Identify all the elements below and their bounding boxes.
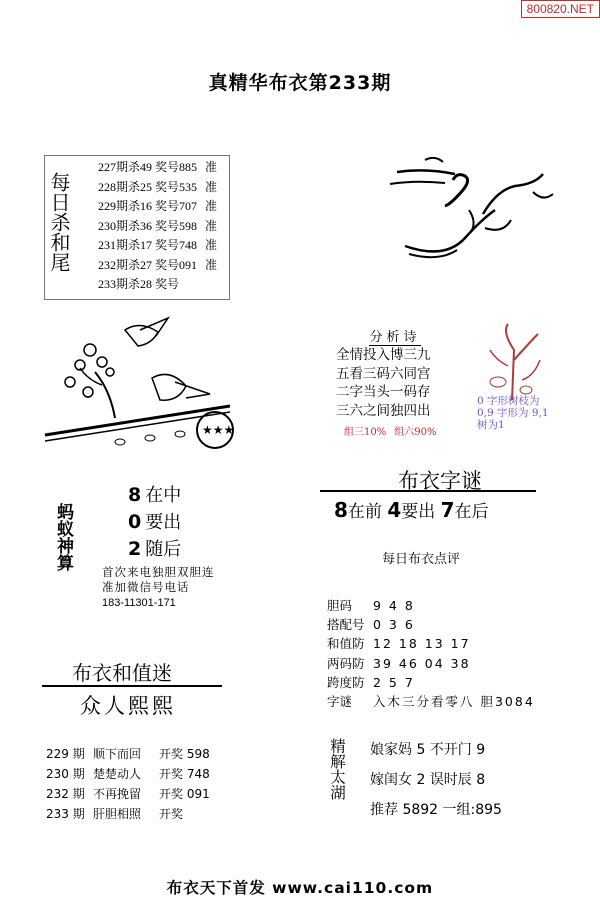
hezhi-row: 232 期 不再挽留 开奖 091	[46, 787, 210, 801]
divider	[42, 685, 222, 687]
sha-weihe-row: 228期杀25 奖号535 准	[98, 179, 218, 194]
hezhi-subtitle: 众人熙熙	[80, 694, 176, 718]
mayi-notice: 首次来电独胆双胆连 准加微信号电话	[102, 565, 215, 594]
sha-weihe-row: 229期杀16 奖号707 准	[98, 199, 218, 213]
mayi-phone: 183-11301-171	[102, 597, 176, 609]
hezhi-row: 229 期 顺下而回 开奖 598	[46, 747, 210, 761]
daily-row: 两码防 39 46 04 38	[327, 655, 471, 671]
daily-title: 每日布衣点评	[382, 552, 461, 567]
mayi-line: 8 在中	[128, 484, 182, 506]
mayi-line: 2 随后	[128, 538, 182, 560]
hezhi-title: 布衣和值迷	[72, 661, 172, 685]
taihu-line: 推荐 5892 一组:895	[370, 802, 502, 818]
hezhi-list	[46, 744, 210, 824]
sha-weihe-row: 231期杀17 奖号748 准	[98, 238, 218, 252]
footer-banner: 布衣天下首发 www.cai110.com	[166, 879, 434, 897]
taihu-lines	[370, 735, 502, 825]
mayi-line: 0 要出	[128, 511, 182, 533]
zimi-riddle: 8在前 4要出 7在后	[334, 498, 489, 522]
poem-line: 全情投入博三九	[336, 347, 431, 363]
hezhi-row: 233 期 肝胆相照 开奖	[46, 807, 184, 821]
taihu-label: 精解太湖	[328, 738, 346, 800]
daily-row: 搭配号 0 3 6	[327, 617, 415, 633]
sha-weihe-label: 每日杀和尾	[47, 172, 71, 272]
mayi-lines	[128, 482, 181, 563]
analysis-poem	[336, 346, 431, 420]
page-title: 真精华布衣第233期	[208, 72, 392, 94]
daily-list	[327, 596, 535, 711]
zimi-title: 布衣字谜	[398, 469, 482, 493]
poem-line: 五看三码六同宫	[336, 365, 431, 382]
sha-weihe-row: 227期杀49 奖号885 准	[98, 160, 218, 174]
divider	[320, 490, 536, 492]
analysis-title: 分析诗	[369, 330, 421, 345]
zu3-ratio: 组三10%	[344, 427, 387, 438]
sha-weihe-row: 230期杀36 奖号598 准	[98, 218, 218, 233]
daily-row: 跨度防 2 5 7	[327, 674, 415, 690]
zu-ratio	[344, 423, 444, 438]
tree-sketch	[482, 320, 552, 402]
daily-row: 胆码 9 4 8	[327, 598, 415, 613]
poem-line: 二字当头一码存	[336, 384, 431, 400]
sha-weihe-row: 233期杀28 奖号	[98, 277, 180, 291]
birds-branch-drawing	[40, 310, 240, 460]
daily-row: 和值防 12 18 13 17	[327, 636, 471, 652]
taihu-line: 嫁闺女 2 误时辰 8	[370, 772, 486, 788]
hezhi-row: 230 期 楚楚动人 开奖 748	[46, 767, 210, 781]
site-badge: 800820.NET	[521, 0, 600, 18]
poem-line: 三六之间独四出	[336, 402, 431, 419]
calligraphy-doodle	[385, 150, 565, 270]
mayi-label: 蚂蚁神算	[53, 503, 73, 571]
taihu-line: 娘家妈 5 不开门 9	[370, 742, 486, 758]
svg-text:★★★: ★★★	[202, 423, 235, 437]
sha-weihe-row: 232期杀27 奖号091 准	[98, 257, 218, 272]
glyph-note: 0 字形树枝为 0,9 字形为 9,1 树为1	[477, 395, 549, 431]
sha-weihe-list	[98, 158, 217, 295]
daily-row: 字谜 入木三分看零八 胆3084	[327, 694, 535, 710]
zu6-ratio: 组六90%	[394, 427, 437, 438]
